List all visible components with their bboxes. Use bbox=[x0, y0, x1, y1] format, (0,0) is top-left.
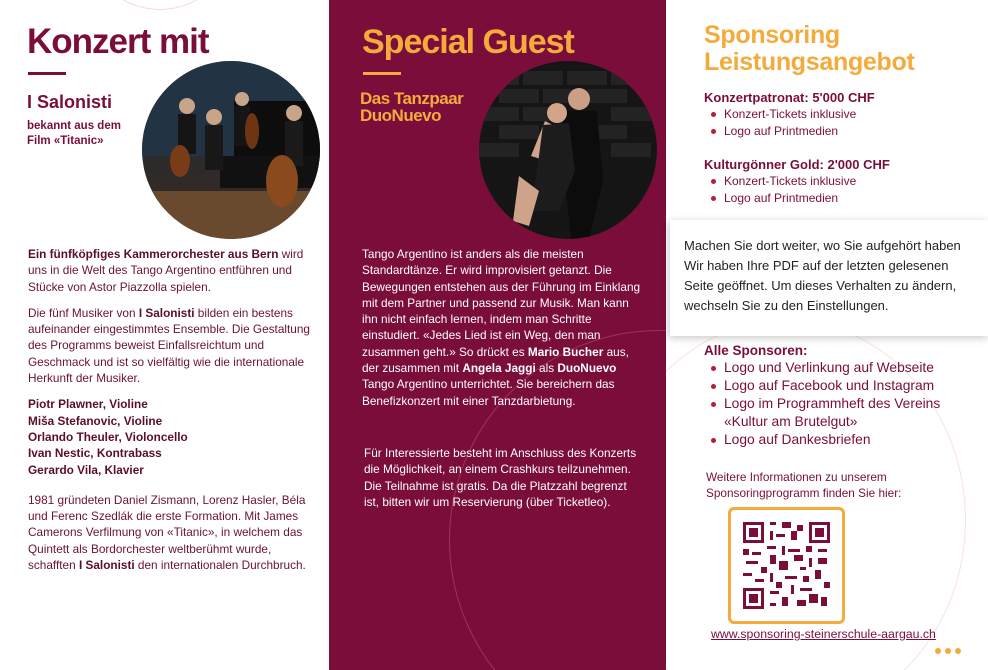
package-heading: Konzertpatronat: 5'000 CHF bbox=[704, 90, 875, 105]
guest-text-a: Tango Argentino ist anders als die meisten Standardtänze. Er wird improvisiert getanzt. Die Bewegungen entstehen aus der Führung im Einklang mit dem Partner und passend zur Musik. Man kann ihn nicht einfach lernen, indem man Schritte einstudiert. «Jedes Lied ist ein Weg, den man zusammen geht.» So drückt es bbox=[362, 247, 641, 359]
guest-subtitle: Das Tanzpaar DuoNuevo bbox=[360, 89, 464, 125]
ensemble-text-a: Die fünf Musiker von bbox=[28, 305, 139, 320]
crashkurs-info: Für Interessierte besteht im Anschluss des Konzerts die Möglichkeit, an einem Crashkurs teilzunehmen. Die Teilnahme ist gratis. Da die Platzzahl begrenzt ist, bitten wir um Reservierung (über Ticketleo). bbox=[364, 446, 637, 509]
musician-item: Piotr Plawner, Violine bbox=[28, 397, 148, 412]
dot bbox=[945, 648, 951, 654]
guest-text-c: aus, der zusammen mit bbox=[362, 344, 629, 376]
resume-reading-toast[interactable] bbox=[670, 220, 988, 336]
decorative-arc bbox=[90, 0, 230, 10]
title-rule bbox=[28, 72, 66, 75]
toast-body: Wir haben Ihre PDF auf der letzten gelesenen Seite geöffnet. Um dieses Verhalten zu ändern, wechseln Sie zu den Einstellungen. bbox=[684, 258, 957, 313]
guest-title: Special Guest bbox=[362, 23, 574, 61]
intro-paragraph bbox=[28, 246, 320, 295]
qr-code[interactable] bbox=[728, 507, 845, 624]
all-sponsors-list bbox=[704, 343, 986, 449]
dot bbox=[935, 648, 941, 654]
intro-bold: Ein fünfköpfiges Kammerorchester aus Bern bbox=[28, 247, 279, 261]
package-item: Logo auf Printmedien bbox=[704, 190, 974, 207]
package-kulturgoenner-gold bbox=[704, 157, 974, 206]
history-bold: I Salonisti bbox=[78, 558, 135, 573]
panel-concert bbox=[0, 0, 329, 670]
sponsor-item: Logo im Programmheft des Vereins «Kultur am Brutelgut» bbox=[704, 395, 986, 431]
history-paragraph bbox=[28, 492, 320, 573]
musician-item: Gerardo Vila, Klavier bbox=[28, 462, 144, 477]
tango-couple-photo bbox=[479, 61, 657, 239]
package-item: Konzert-Tickets inklusive bbox=[704, 106, 974, 123]
guest-text-e: Tango Argentino unterrichtet. Sie bereichern das Benefizkonzert mit einer Tanzdarbietung. bbox=[362, 377, 615, 408]
sponsor-item: Logo auf Facebook und Instagram bbox=[704, 377, 986, 395]
toast-title: Machen Sie dort weiter, wo Sie aufgehört haben bbox=[684, 238, 961, 253]
package-item: Logo auf Printmedien bbox=[704, 123, 974, 140]
musician-item: Miša Stefanovic, Violine bbox=[28, 413, 163, 428]
sponsor-item: Logo auf Dankesbriefen bbox=[704, 431, 986, 449]
history-text-a: 1981 gründeten Daniel Zismann, Lorenz Hasler, Béla und Ferenc Szedlák die erste Formation. Mit James Camerons Verfilmung von «Titanic», in welchem das Quintett als Bordorchester weltberühmt wurde, schafften bbox=[28, 492, 306, 573]
concert-body bbox=[28, 246, 320, 583]
ensemble-text-b: bilden ein bestens aufeinander eingestimmtes Ensemble. Die Gestaltung des Programms beweist Einfallsreichtum und Geschmack und ist so vielfältig wie die internationale Herkunft der Musiker. bbox=[28, 305, 310, 386]
musician-list bbox=[28, 396, 320, 477]
sponsor-item: Logo und Verlinkung auf Webseite bbox=[704, 359, 986, 377]
guest-text-d: als bbox=[535, 361, 558, 376]
musician-item: Orlando Theuler, Violoncello bbox=[28, 429, 188, 444]
intro-text: wird uns in die Welt des Tango Argentino entführen und Stücke von Astor Piazzolla spielen. bbox=[28, 247, 304, 294]
ensemble-name: I Salonisti bbox=[27, 92, 113, 112]
sponsors-heading: Alle Sponsoren: bbox=[704, 343, 808, 358]
more-info-text: Weitere Informationen zu unserem Sponsoringprogramm finden Sie hier: bbox=[706, 470, 902, 500]
duo-name: DuoNuevo bbox=[557, 361, 617, 376]
ensemble-bold: I Salonisti bbox=[138, 305, 195, 320]
panel-special-guest bbox=[329, 0, 666, 670]
package-item: Konzert-Tickets inklusive bbox=[704, 173, 974, 190]
qr-code-icon bbox=[743, 522, 830, 609]
band-photo bbox=[142, 61, 320, 239]
concert-title: Konzert mit bbox=[27, 22, 209, 61]
more-options-icon[interactable] bbox=[935, 648, 961, 654]
package-konzertpatronat bbox=[704, 90, 974, 139]
dot bbox=[955, 648, 961, 654]
sponsoring-title: Sponsoring Leistungsangebot bbox=[704, 21, 915, 76]
package-heading: Kulturgönner Gold: 2'000 CHF bbox=[704, 157, 890, 172]
musician-item: Ivan Nestic, Kontrabass bbox=[28, 446, 162, 461]
ensemble-paragraph bbox=[28, 305, 320, 386]
ensemble-subline: bekannt aus dem Film «Titanic» bbox=[27, 120, 121, 147]
dancer-name-1: Mario Bucher bbox=[527, 344, 604, 359]
guest-description bbox=[362, 246, 647, 409]
history-text-b: den internationalen Durchbruch. bbox=[134, 558, 306, 573]
title-rule bbox=[363, 72, 401, 75]
sponsoring-url-link[interactable]: www.sponsoring-steinerschule-aargau.ch bbox=[711, 627, 936, 641]
dancer-name-2: Angela Jaggi bbox=[462, 361, 536, 376]
